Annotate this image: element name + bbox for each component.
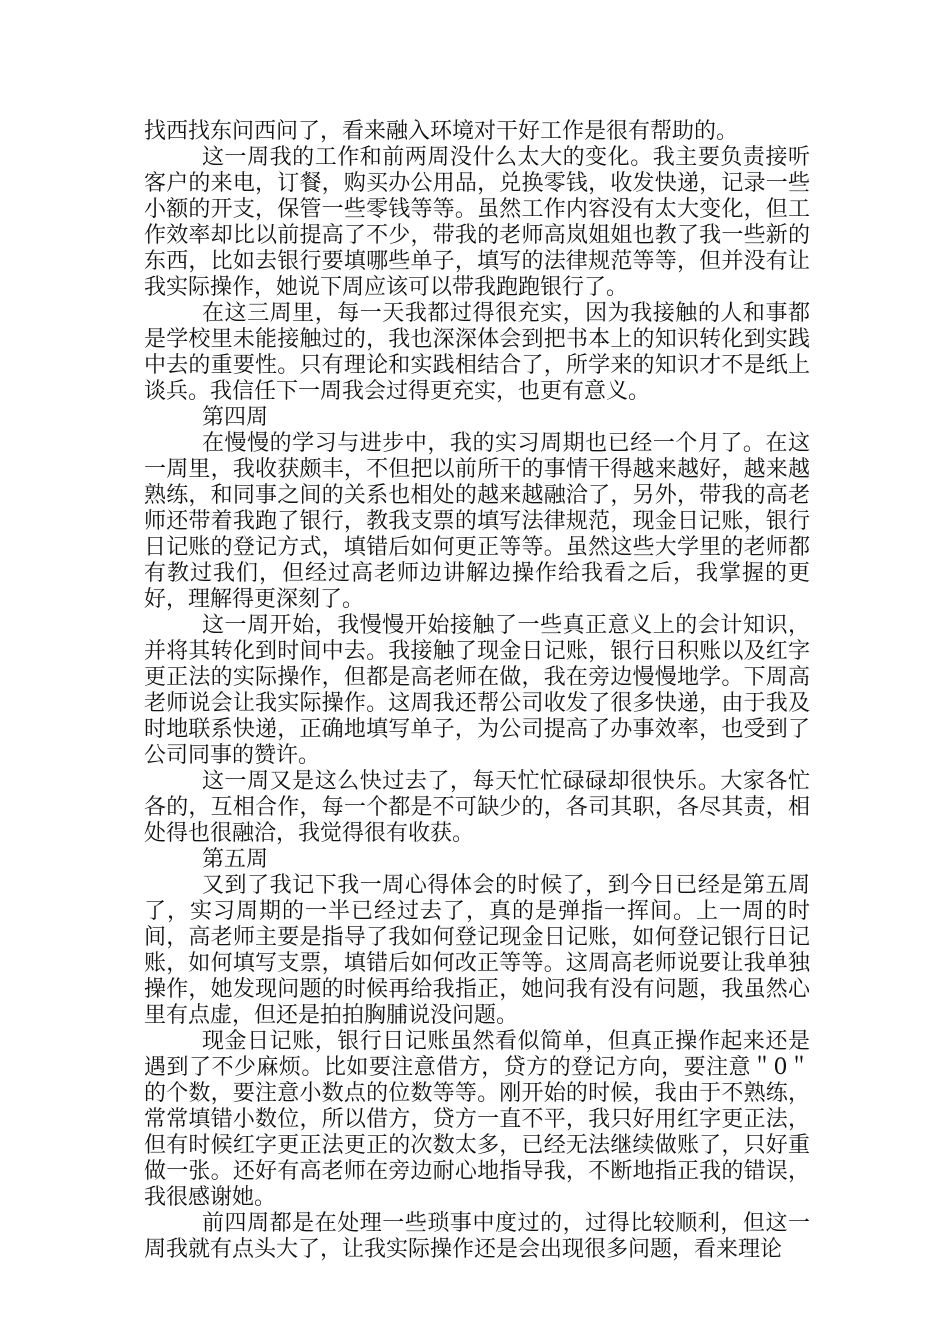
- paragraph-0: 找西找东问西问了，看来融入环境对干好工作是很有帮助的。: [144, 119, 739, 144]
- paragraph-1: 这一周我的工作和前两周没什么太大的变化。我主要负责接听客户的来电，订餐，购买办公用品，兑换零钱，收发快递，记录一些小额的开支，保管一些零钱等等。虽然工作内容没有太大变化，但工作效率却比以前提高了不少，带我的老师高岚姐姐也教了我一些新的东西，比如去银行要填哪些单子，填写的法律规范等等，但并没有让我实际操作，她说下周应该可以带我跑跑银行了。: [144, 145, 810, 300]
- paragraph-8: 又到了我记下我一周心得体会的时候了，到今日已经是第五周了，实习周期的一半已经过去了，真的是弹指一挥间。上一周的时间，高老师主要是指导了我如何登记现金日记账，如何登记银行日记账，如何填写支票，填错后如何改正等等。这周高老师说要让我单独操作，她发现问题的时候再给我指正，她问我有没有问题，我虽然心里有点虚，但还是拍拍胸脯说没问题。: [144, 873, 810, 1028]
- paragraph-6: 这一周又是这么快过去了，每天忙忙碌碌却很快乐。大家各忙各的，互相合作，每一个都是不可缺少的，各司其职，各尽其责，相处得也很融洽，我觉得很有收获。: [144, 769, 810, 846]
- paragraph-5: 这一周开始，我慢慢开始接触了一些真正意义上的会计知识，并将其转化到时间中去。我接触了现金日记账，银行日积账以及红字更正法的实际操作，但都是高老师在做，我在旁边慢慢地学。下周高老师说会让我实际操作。这周我还帮公司收发了很多快递，由于我及时地联系快递，正确地填写单子，为公司提高了办事效率，也受到了公司同事的赞许。: [144, 613, 810, 768]
- section-heading-week-4: 第四周: [202, 405, 269, 430]
- paragraph-9: 现金日记账，银行日记账虽然看似简单，但真正操作起来还是遇到了不少麻烦。比如要注意借方，贷方的登记方向，要注意＂0＂的个数，要注意小数点的位数等等。刚开始的时候，我由于不熟练，常常填错小数位，所以借方，贷方一直不平，我只好用红字更正法，但有时候红字更正法更正的次数太多，已经无法继续做账了，只好重做一张。还好有高老师在旁边耐心地指导我，不断地指正我的错误，我很感谢她。: [144, 1029, 810, 1210]
- paragraph-4: 在慢慢的学习与进步中，我的实习周期也已经一个月了。在这一周里，我收获颇丰，不但把以前所干的事情干得越来越好，越来越熟练，和同事之间的关系也相处的越来越融洽了，另外，带我的高老师还带着我跑了银行，教我支票的填写法律规范，现金日记账，银行日记账的登记方式，填错后如何更正等等。虽然这些大学里的老师都有教过我们，但经过高老师边讲解边操作给我看之后，我掌握的更好，理解得更深刻了。: [144, 431, 810, 612]
- paragraph-2: 在这三周里，每一天我都过得很充实，因为我接触的人和事都是学校里未能接触过的，我也深深体会到把书本上的知识转化到实践中去的重要性。只有理论和实践相结合了，所学来的知识才不是纸上谈兵。我信任下一周我会过得更充实，也更有意义。: [144, 301, 810, 404]
- paragraph-10: 前四周都是在处理一些琐事中度过的，过得比较顺利，但这一周我就有点头大了，让我实际操作还是会出现很多问题，看来理论: [144, 1211, 810, 1262]
- section-heading-week-5: 第五周: [202, 847, 269, 872]
- document-body: [144, 119, 810, 1263]
